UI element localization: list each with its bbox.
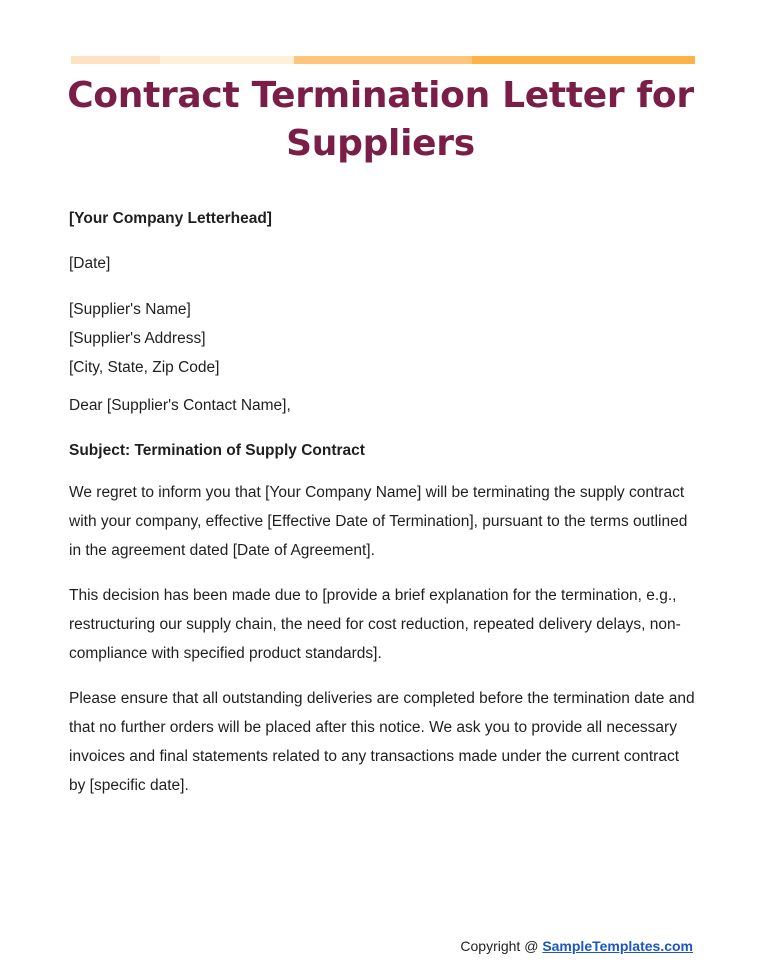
subject-line: Subject: Termination of Supply Contract: [69, 442, 365, 459]
title-line-2: Suppliers: [286, 123, 475, 164]
supplier-address-block: [69, 295, 699, 382]
page-title: [40, 72, 721, 168]
footer-copyright: [460, 938, 693, 954]
paragraph-1: We regret to inform you that [Your Company Name] will be terminating the supply contract with your company, effective [Effective Date of Termination], pursuant to the terms outlined in the agreement dated [Date of Agreement].: [69, 484, 688, 559]
decorative-top-bar: [71, 56, 695, 64]
city-state-zip: [City, State, Zip Code]: [69, 359, 220, 376]
top-bar-segment: [294, 56, 472, 64]
salutation: Dear [Supplier's Contact Name],: [69, 397, 291, 414]
supplier-address: [Supplier's Address]: [69, 330, 206, 347]
letter-body: [69, 208, 699, 800]
top-bar-segment: [472, 56, 695, 64]
paragraph-2: This decision has been made due to [provide a brief explanation for the termination, e.g., restructuring our supply chain, the need for cost reduction, repeated delivery delays, non-compliance with specified product standards].: [69, 587, 681, 662]
top-bar-segment: [71, 56, 160, 64]
letterhead: [Your Company Letterhead]: [69, 210, 272, 227]
sampletemplates-link[interactable]: SampleTemplates.com: [542, 938, 693, 954]
top-bar-segment: [160, 56, 294, 64]
paragraph-3: Please ensure that all outstanding deliveries are completed before the termination date and that no further orders will be placed after this notice. We ask you to provide all necessary invoices and final statements related to any transactions made under the current contract by [specific date].: [69, 690, 695, 794]
title-line-1: Contract Termination Letter for: [67, 75, 694, 116]
date-placeholder: [Date]: [69, 255, 111, 272]
copyright-text: Copyright @: [460, 938, 543, 954]
supplier-name: [Supplier's Name]: [69, 301, 191, 318]
